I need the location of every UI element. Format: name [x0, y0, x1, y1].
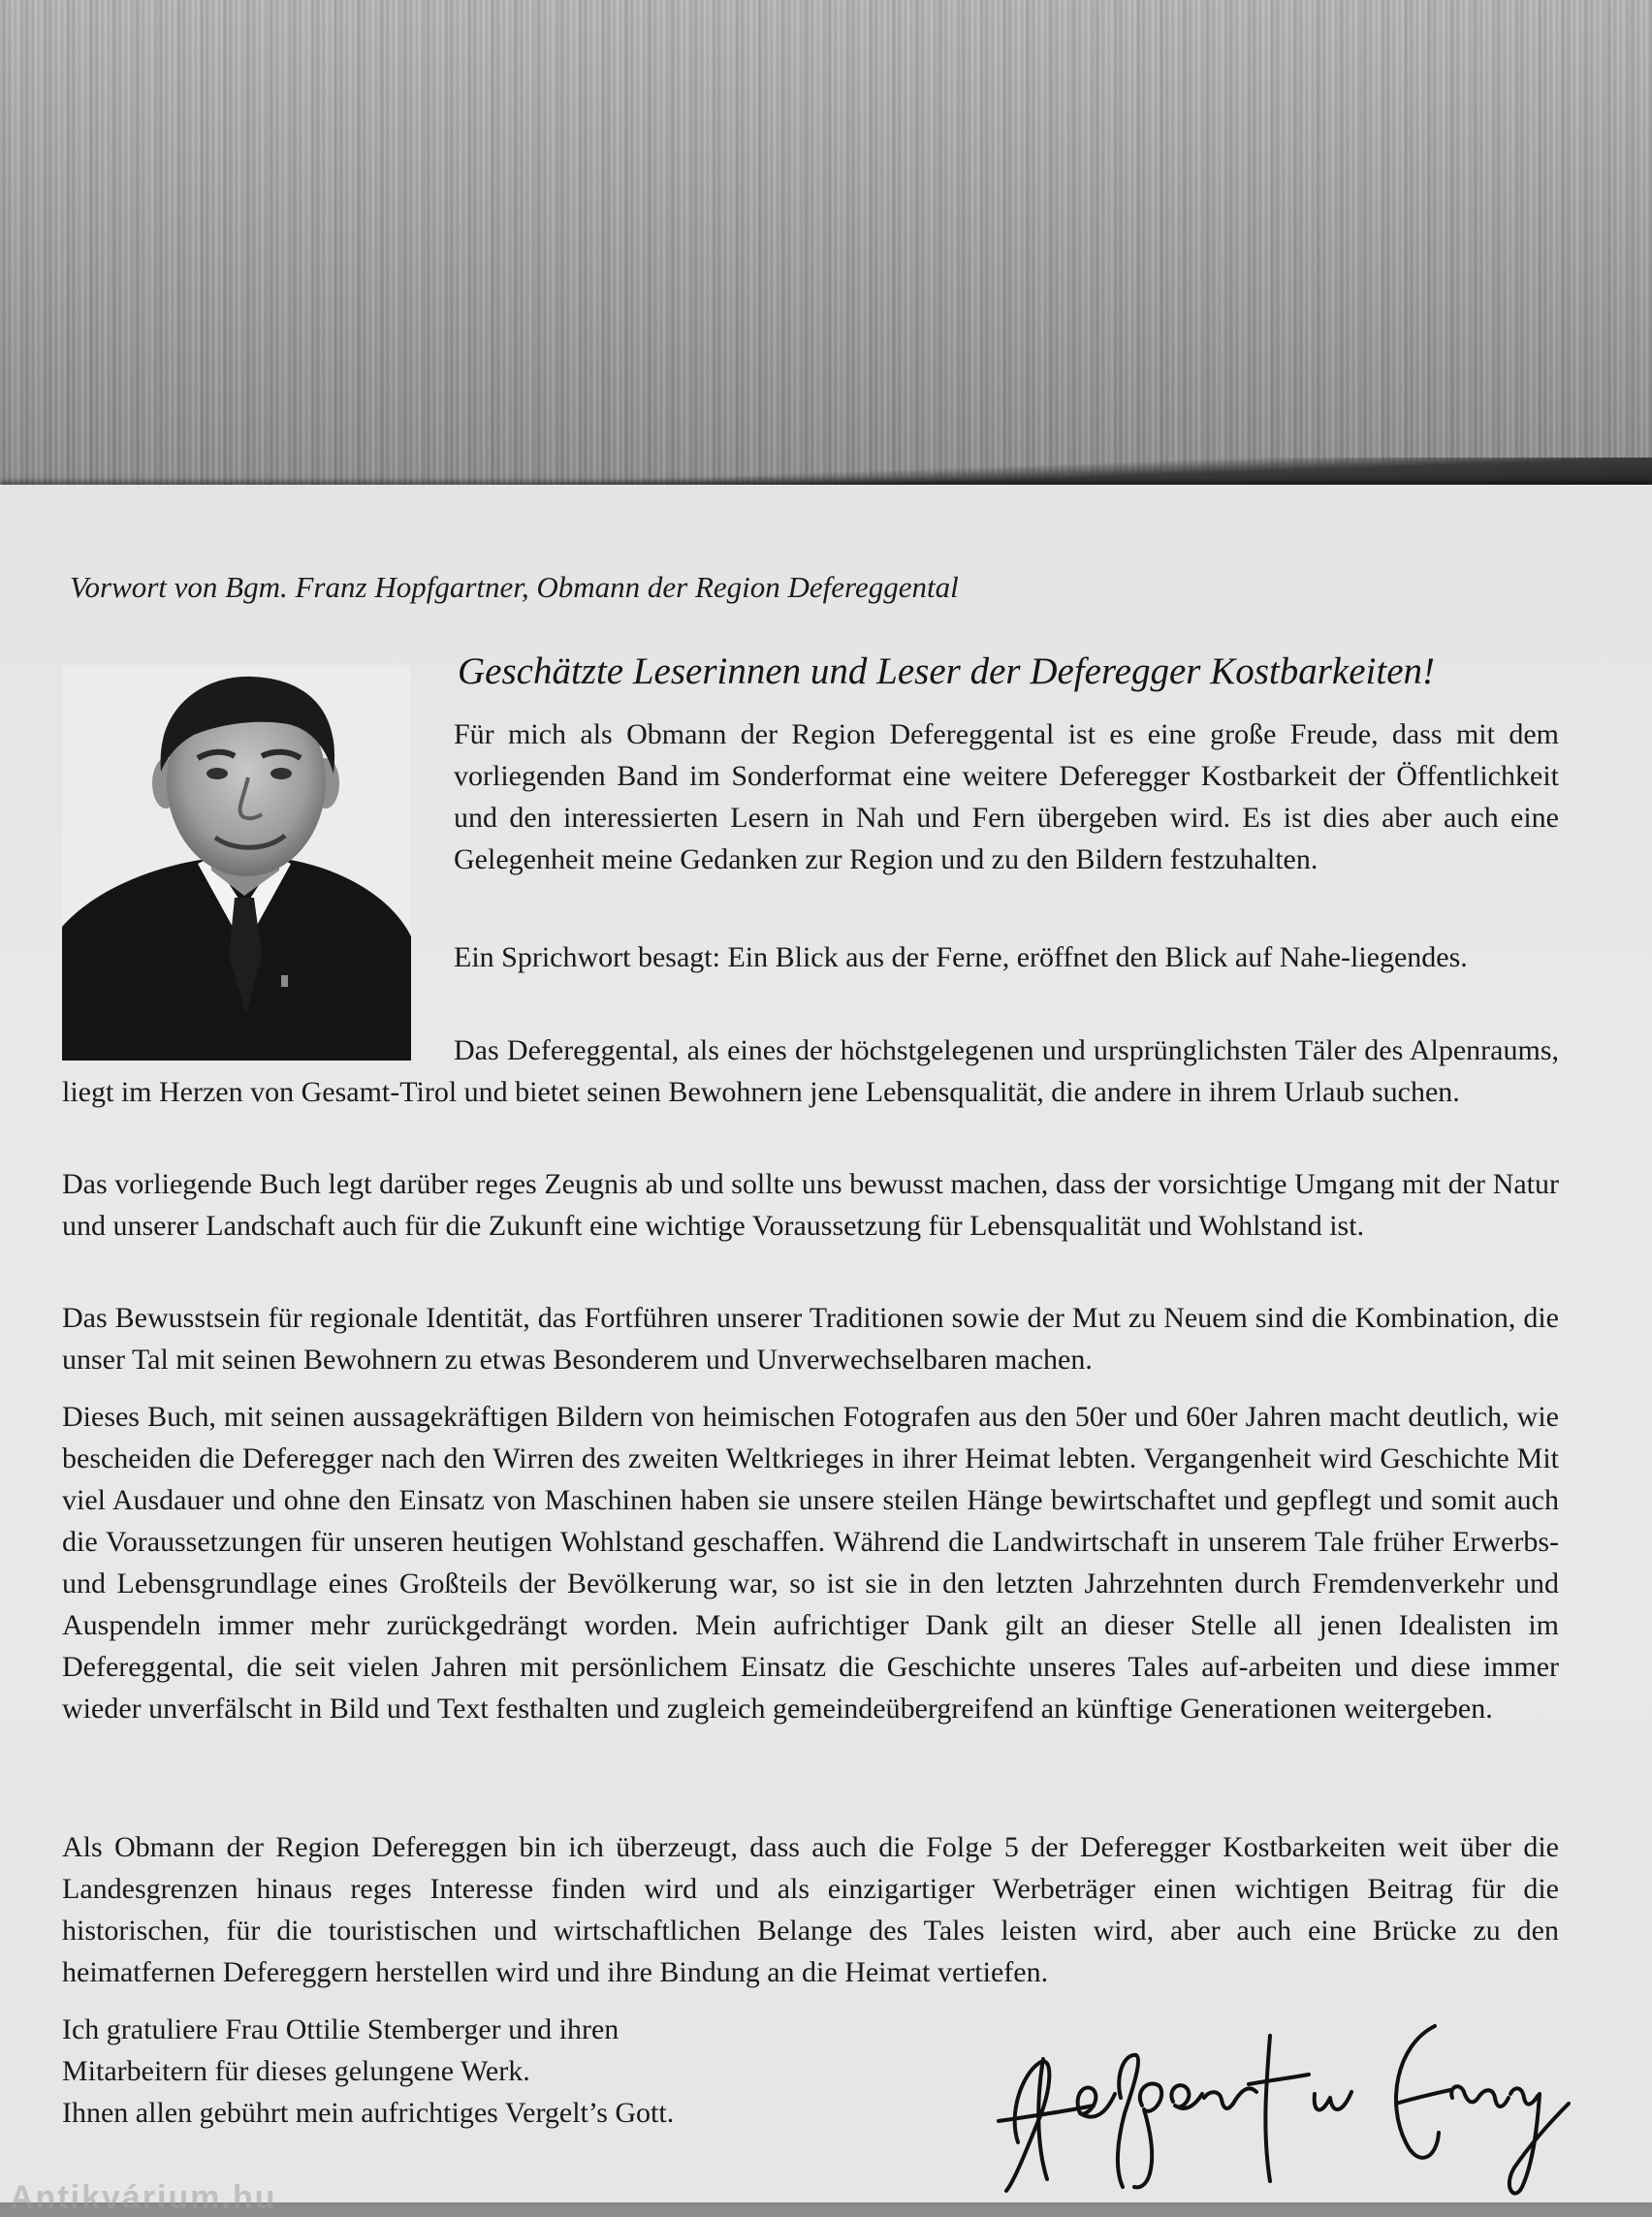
- closing-line: Ihnen allen gebührt mein aufrichtiges Vergelt’s Gott.: [62, 2097, 675, 2129]
- closing-line: Mitarbeitern für dieses gelungene Werk.: [62, 2055, 530, 2087]
- paragraph-4: Das vorliegende Buch legt darüber reges Zeugnis ab und sollte uns bewusst machen, dass der vorsichtige Umgang mit der Natur und unserer Landschaft auch für die Zukunft eine wichtige Voraussetzung für Lebensqualität und Wohlstand ist.: [62, 1168, 1559, 1242]
- handwritten-signature: [979, 1997, 1580, 2201]
- paragraph-3: Das Defereggental, als eines der höchstgelegenen und ursprünglichsten Täler des Alpenraums, liegt im Herzen von Gesamt-Tirol und bietet seinen Bewohnern jene Lebensqualität, die andere in ihrem Urlaub suchen.: [62, 1034, 1559, 1108]
- paragraph-2: Ein Sprichwort besagt: Ein Blick aus der Ferne, eröffnet den Blick auf Nahe-liegendes.: [454, 941, 1468, 973]
- paragraph-1: Für mich als Obmann der Region Defereggental ist es eine große Freude, dass mit dem vorliegenden Band im Sonderformat eine weitere Deferegger Kostbarkeit der Öffentlichkeit und den interessierten Lesern in Nah und Fern übergeben wird. Es ist dies aber auch eine Gelegenheit meine Gedanken zur Region und zu den Bildern festzuhalten.: [454, 718, 1559, 875]
- paragraph-6: Dieses Buch, mit seinen aussagekräftigen Bildern von heimischen Fotografen aus den 50er und 60er Jahren macht deutlich, wie bescheiden die Deferegger nach den Wirren des zweiten Weltkrieges in ihrer Heimat lebten. Vergangenheit wird Geschichte Mit viel Ausdauer und ohne den Einsatz von Maschinen haben sie unsere steilen Hänge bewirtschaftet und gepflegt und somit auch die Voraussetzungen für unseren heutigen Wohlstand geschaffen. Während die Landwirtschaft in unserem Tale früher Erwerbs- und Lebensgrundlage eines Großteils der Bevölkerung war, so ist sie in den letzten Jahrzehnten durch Fremdenverkehr und Auspendeln immer mehr zurückgedrängt worden. Mein aufrichtiger Dank gilt an dieser Stelle all jenen Idealisten im Defereggental, die seit vielen Jahren mit persönlichem Einsatz die Geschichte unseres Tales auf-arbeiten und diese immer wieder unverfälscht in Bild und Text festhalten und zugleich gemeindeübergreifend an künftige Generationen weitergeben.: [62, 1401, 1559, 1725]
- closing-line: Ich gratuliere Frau Ottilie Stemberger und ihren: [62, 2013, 620, 2045]
- paragraph-7: Als Obmann der Region Defereggen bin ich überzeugt, dass auch die Folge 5 der Deferegger Kostbarkeiten weit über die Landesgrenzen hinaus reges Interesse finden wird und als einzigartiger Werbeträger einen wichtigen Beitrag für die historischen, für die touristischen und wirtschaftlichen Belange des Tales leisten wird, aber auch eine Brücke zu den heimatfernen Defereggern herstellen wird und ihre Bindung an die Heimat vertiefen.: [62, 1831, 1559, 1988]
- portrait-photo-icon: [62, 665, 411, 1061]
- book-page: [0, 485, 1652, 2216]
- author-portrait: [62, 665, 411, 1061]
- table-surface: [0, 0, 1652, 494]
- greeting-title: Geschätzte Leserinnen und Leser der Deferegger Kostbarkeiten!: [458, 650, 1436, 692]
- watermark-text: Antikvárium.hu: [10, 2179, 277, 2216]
- preface-heading: Vorwort von Bgm. Franz Hopfgartner, Obmann der Region Defereggental: [70, 570, 959, 604]
- closing-block: [62, 2009, 674, 2134]
- paragraph-5: Das Bewusstsein für regionale Identität, das Fortführen unserer Traditionen sowie der Mut zu Neuem sind die Kombination, die unser Tal mit seinen Bewohnern zu etwas Besonderem und Unverwechselbaren machen.: [62, 1302, 1559, 1376]
